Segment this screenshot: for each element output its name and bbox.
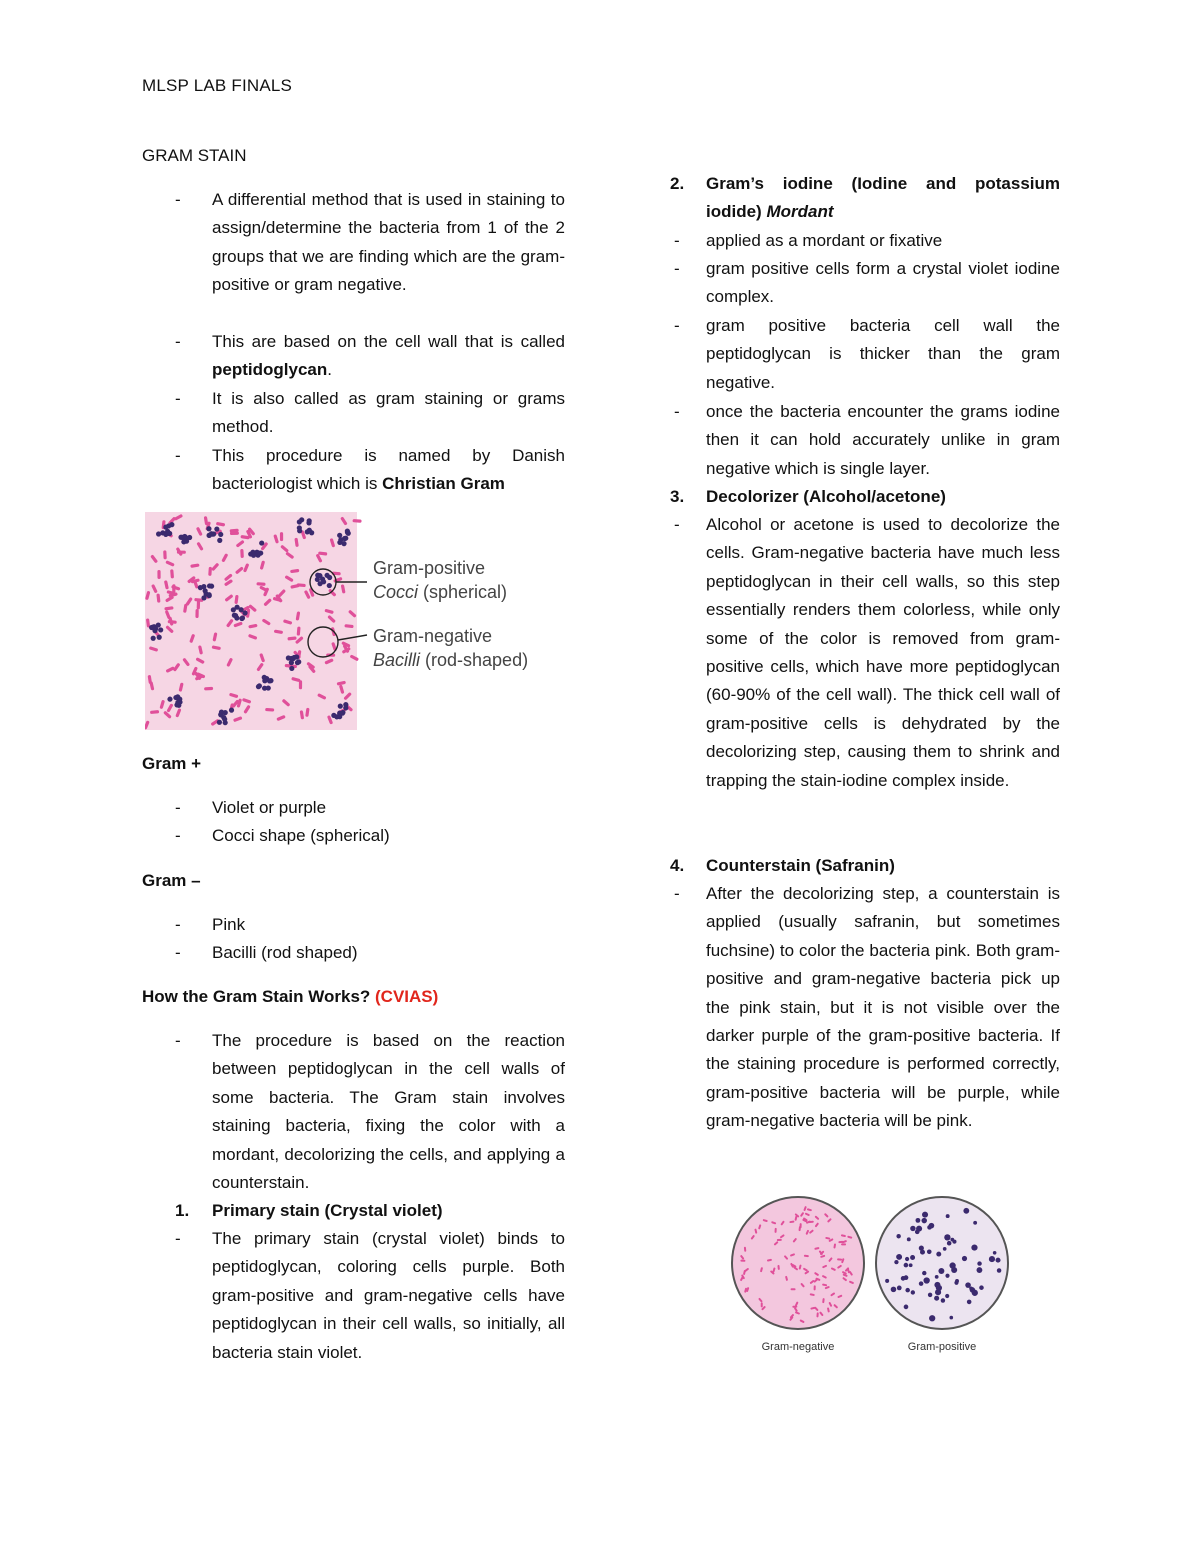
coccus-cell <box>292 655 297 660</box>
gram-stain-microscopy-figure <box>145 512 565 730</box>
coccus-cell <box>345 528 350 533</box>
coccus-cell <box>324 573 329 578</box>
step-title: 1. Primary stain (Crystal violet) <box>175 1201 443 1220</box>
coccus-cell <box>175 700 180 705</box>
mnemonic-highlight: (CVIAS) <box>375 987 439 1006</box>
purple-coccus <box>919 1246 924 1251</box>
pink-bacillus <box>814 1285 816 1290</box>
purple-coccus <box>936 1252 941 1257</box>
bacillus-cell <box>197 600 200 609</box>
coccus-cell <box>307 518 312 523</box>
coccus-cell <box>165 529 170 534</box>
purple-coccus <box>891 1287 897 1293</box>
figure-label: Gram-negative <box>373 626 493 646</box>
purple-coccus <box>943 1247 947 1251</box>
coccus-cell <box>223 710 228 715</box>
coccus-cell <box>331 713 336 718</box>
purple-coccus <box>922 1212 928 1218</box>
purple-coccus <box>938 1268 944 1274</box>
bacillus-cell <box>163 550 167 559</box>
pink-bacillus <box>775 1228 777 1233</box>
purple-coccus <box>997 1268 1002 1273</box>
coccus-cell <box>256 550 261 555</box>
purple-coccus <box>894 1260 898 1264</box>
purple-coccus <box>928 1293 932 1297</box>
purple-coccus <box>967 1300 972 1305</box>
coccus-cell <box>218 532 223 537</box>
coccus-cell <box>217 720 222 725</box>
coccus-cell <box>214 526 219 531</box>
pink-bacillus <box>800 1223 802 1228</box>
coccus-cell <box>262 678 267 683</box>
gram-comparison-figure <box>730 1195 1012 1360</box>
bacillus-cell <box>195 609 198 618</box>
purple-coccus <box>993 1251 997 1255</box>
coccus-cell <box>207 592 212 597</box>
purple-coccus <box>977 1267 983 1273</box>
coccus-cell <box>338 704 343 709</box>
bacillus-cell <box>157 570 160 579</box>
coccus-cell <box>295 660 300 665</box>
intro-bullet: - It is also called as gram staining or grams method. <box>175 389 565 437</box>
pink-bacillus <box>777 1239 782 1241</box>
coccus-cell <box>229 708 234 713</box>
coccus-cell <box>307 528 312 533</box>
purple-coccus <box>915 1218 920 1223</box>
section-title: GRAM STAIN <box>142 146 247 165</box>
coccus-cell <box>217 538 222 543</box>
figure-label: Bacilli (rod-shaped) <box>373 650 529 670</box>
purple-coccus <box>904 1305 909 1310</box>
purple-coccus <box>910 1226 915 1231</box>
gram-negative-heading: Gram – <box>142 871 201 890</box>
bacillus-cell <box>208 567 212 576</box>
coccus-cell <box>206 526 211 531</box>
list-item: - Violet or purple <box>175 798 327 817</box>
purple-coccus <box>896 1255 900 1259</box>
purple-coccus <box>946 1214 950 1218</box>
purple-coccus <box>901 1276 906 1281</box>
purple-coccus <box>910 1255 915 1260</box>
coccus-cell <box>201 595 206 600</box>
purple-coccus <box>885 1279 889 1283</box>
purple-coccus <box>951 1267 957 1273</box>
step-title: 3. Decolorizer (Alcohol/acetone) <box>670 487 946 506</box>
figure-label: Cocci (spherical) <box>373 582 508 602</box>
coccus-cell <box>343 536 348 541</box>
coccus-cell <box>259 540 264 545</box>
purple-coccus <box>922 1271 926 1275</box>
coccus-cell <box>187 535 192 540</box>
coccus-cell <box>169 522 174 527</box>
intro-bullet: - This are based on the cell wall that is called peptidoglycan. <box>175 332 565 380</box>
coccus-cell <box>158 627 163 632</box>
bacillus-cell <box>256 582 265 586</box>
step-bullet: - gram positive bacteria cell wall the peptidoglycan is thicker than the gram negative. <box>674 316 1060 392</box>
purple-coccus <box>977 1261 981 1265</box>
coccus-cell <box>222 717 227 722</box>
purple-coccus <box>944 1234 950 1240</box>
coccus-cell <box>340 711 345 716</box>
coccus-cell <box>203 588 208 593</box>
coccus-cell <box>167 697 172 702</box>
purple-coccus <box>907 1237 911 1241</box>
step-bullet: - Alcohol or acetone is used to decolorize the cells. Gram-negative bacteria have much less peptidoglycan in their cell walls, so this step essentially renders them colorless, while only some of the color is removed from gram-positive cells, which have more peptidoglycan (60-90% of the cell wall). The thick cell wall of gram-positive cells is dehydrated by the decolorizing step, causing them to shrink and trapping the stain-iodine complex inside. <box>674 515 1060 790</box>
purple-coccus <box>921 1218 926 1223</box>
step-bullet: - The primary stain (crystal violet) binds to peptidoglycan, coloring cells purple. Both gram-positive and gram-negative cells have peptidoglycan in their cell walls, so initially, all bacteria stain violet. <box>175 1229 565 1362</box>
purple-coccus <box>929 1315 935 1321</box>
figure-label: Gram-negative <box>761 1341 835 1353</box>
pink-bacillus <box>837 1258 842 1260</box>
purple-coccus <box>934 1282 940 1288</box>
step-bullet: - gram positive cells form a crystal violet iodine complex. <box>674 259 1060 307</box>
purple-coccus <box>963 1208 969 1214</box>
purple-coccus <box>973 1221 977 1225</box>
how-bullet: - The procedure is based on the reaction between peptidoglycan in the cell walls of some bacteria. The Gram stain involves staining bacteria, fixing the color with a mordant, decolorizing the cells, and applying a counterstain. <box>175 1031 565 1193</box>
purple-coccus <box>972 1290 978 1296</box>
step-title: 2. Gram’s iodine (Iodine and potassium iodide) Mordant <box>670 174 1060 222</box>
bacillus-cell <box>204 687 213 691</box>
coccus-cell <box>242 610 247 615</box>
purple-coccus <box>989 1256 995 1262</box>
purple-coccus <box>955 1279 959 1283</box>
purple-coccus <box>927 1225 932 1230</box>
purple-coccus <box>935 1289 941 1295</box>
purple-coccus <box>945 1294 949 1298</box>
intro-bullet: - A differential method that is used in staining to assign/determine the bacteria from 1 of the 2 groups that we are finding which are the gram-positive or gram negative. <box>175 190 565 295</box>
how-heading: How the Gram Stain Works? (CVIAS) <box>142 987 439 1006</box>
coccus-cell <box>321 579 326 584</box>
coccus-cell <box>297 528 302 533</box>
gram-positive-heading: Gram + <box>142 754 202 773</box>
purple-coccus <box>896 1234 900 1238</box>
purple-coccus <box>949 1316 953 1320</box>
intro-bullet: - This procedure is named by Danish bacteriologist which is Christian Gram <box>175 446 565 494</box>
coccus-cell <box>343 705 348 710</box>
purple-coccus <box>945 1274 949 1278</box>
bacillus-cell <box>265 708 274 712</box>
list-item: - Cocci shape (spherical) <box>175 826 390 845</box>
coccus-cell <box>156 531 161 536</box>
pink-bacillus <box>740 1260 745 1262</box>
purple-coccus <box>962 1256 967 1261</box>
list-item: - Pink <box>175 915 246 934</box>
figure-label: Gram-positive <box>907 1341 977 1353</box>
coccus-cell <box>337 533 342 538</box>
purple-coccus <box>911 1290 915 1294</box>
purple-coccus <box>905 1288 910 1293</box>
coccus-cell <box>286 655 291 660</box>
coccus-cell <box>341 541 346 546</box>
coccus-cell <box>289 666 294 671</box>
coccus-cell <box>157 635 162 640</box>
bacillus-cell <box>280 532 283 541</box>
step-bullet: - applied as a mordant or fixative <box>674 231 943 250</box>
purple-coccus <box>935 1275 939 1279</box>
coccus-cell <box>156 622 161 627</box>
coccus-cell <box>209 531 214 536</box>
purple-coccus <box>971 1244 977 1250</box>
coccus-cell <box>240 615 245 620</box>
step-bullet: - once the bacteria encounter the grams iodine then it can hold accurately unlike in gram negative which is single layer. <box>674 402 1060 478</box>
purple-coccus <box>947 1241 952 1246</box>
bacillus-cell <box>240 549 244 558</box>
purple-coccus <box>952 1240 956 1244</box>
purple-coccus <box>996 1258 1001 1263</box>
coccus-cell <box>198 585 203 590</box>
coccus-cell <box>251 553 256 558</box>
purple-coccus <box>909 1263 913 1267</box>
purple-coccus <box>923 1277 929 1283</box>
list-item: - Bacilli (rod shaped) <box>175 943 358 962</box>
purple-coccus <box>934 1296 939 1301</box>
coccus-cell <box>297 519 302 524</box>
bacillus-cell <box>352 519 361 523</box>
purple-coccus <box>905 1257 909 1261</box>
purple-coccus <box>979 1285 984 1290</box>
coccus-cell <box>327 583 332 588</box>
purple-coccus <box>941 1298 945 1302</box>
purple-coccus <box>915 1230 920 1235</box>
purple-coccus <box>919 1281 924 1286</box>
coccus-cell <box>233 613 238 618</box>
pink-bacillus <box>841 1243 846 1245</box>
coccus-cell <box>178 535 183 540</box>
bacillus-cell <box>172 584 175 593</box>
coccus-cell <box>150 624 155 629</box>
purple-coccus <box>904 1263 909 1268</box>
coccus-cell <box>234 605 239 610</box>
coccus-cell <box>207 583 212 588</box>
pink-bacillus <box>791 1288 796 1290</box>
pink-bacillus <box>761 1302 763 1307</box>
coccus-cell <box>256 684 261 689</box>
document-title: MLSP LAB FINALS <box>142 76 293 95</box>
coccus-cell <box>181 539 186 544</box>
purple-coccus <box>927 1250 932 1255</box>
figure-label: Gram-positive <box>373 558 486 578</box>
step-bullet: - After the decolorizing step, a counterstain is applied (usually safranin, but sometimes fuchsine) to color the bacteria pink. Both gram-positive and gram-negative bacteria pick up the pink stain, but it is not visible over the darker purple of the gram-positive bacteria. If the staining procedure is performed correctly, gram-positive bacteria will be purple, while gram-negative bacteria will be pink. <box>674 884 1060 1131</box>
pink-bacillus <box>838 1241 843 1243</box>
coccus-cell <box>266 685 271 690</box>
step-title: 4. Counterstain (Safranin) <box>670 856 895 875</box>
coccus-cell <box>151 636 156 641</box>
coccus-cell <box>317 573 322 578</box>
purple-coccus <box>897 1286 902 1291</box>
